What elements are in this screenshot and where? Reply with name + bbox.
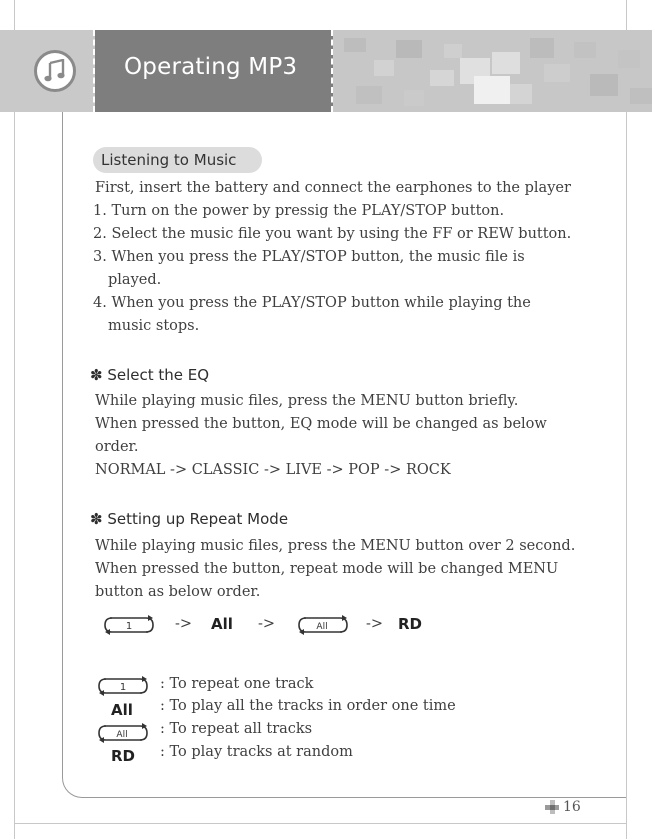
legend-desc-3: : To repeat all tracks xyxy=(160,721,313,737)
step-1: 1. Turn on the power by pressig the PLAY/STOP button. xyxy=(93,203,505,219)
heading-repeat-mode: ✽ Setting up Repeat Mode xyxy=(90,510,289,528)
header-dash-right xyxy=(331,30,333,112)
seq-rd-label: RD xyxy=(398,615,423,633)
page-header xyxy=(0,30,652,112)
page-number-mosaic-icon xyxy=(545,800,559,814)
step-4-cont: music stops. xyxy=(108,318,200,334)
eq-line-3: order. xyxy=(95,439,139,455)
header-dash-left xyxy=(93,30,95,112)
legend-all-label: All xyxy=(111,701,133,719)
legend-repeat-one-icon xyxy=(96,675,150,697)
legend-desc-4: : To play tracks at random xyxy=(160,744,353,760)
intro-text: First, insert the battery and connect the earphones to the player xyxy=(95,180,571,196)
eq-line-2: When pressed the button, EQ mode will be changed as below xyxy=(95,416,547,432)
legend-desc-1: : To repeat one track xyxy=(160,676,314,692)
repeat-one-icon-text: 1 xyxy=(125,621,133,632)
section-pill-listening: Listening to Music xyxy=(93,147,262,173)
page-number: 16 xyxy=(563,799,581,815)
repeat-line-3: button as below order. xyxy=(95,584,261,600)
repeat-one-icon xyxy=(102,614,156,636)
step-3-cont: played. xyxy=(108,272,162,288)
seq-arrow-2: -> xyxy=(258,616,276,632)
legend-rd-label: RD xyxy=(111,747,136,765)
step-3: 3. When you press the PLAY/STOP button, the music file is xyxy=(93,249,525,265)
seq-arrow-3: -> xyxy=(366,616,384,632)
page-title: Operating MP3 xyxy=(124,54,298,80)
page-frame-right xyxy=(626,0,627,839)
legend-repeat-all-icon xyxy=(96,722,150,744)
repeat-all-icon xyxy=(296,614,350,636)
legend-repeat-all-text: All xyxy=(116,730,128,740)
step-2: 2. Select the music file you want by using the FF or REW button. xyxy=(93,226,572,242)
page-frame-bottom xyxy=(14,823,627,824)
header-mosaic-decoration xyxy=(334,30,652,112)
repeat-line-2: When pressed the button, repeat mode will be changed MENU xyxy=(95,561,559,577)
music-note-icon xyxy=(34,50,76,92)
seq-all-label: All xyxy=(211,615,233,633)
eq-sequence: NORMAL -> CLASSIC -> LIVE -> POP -> ROCK xyxy=(95,462,451,478)
legend-desc-2: : To play all the tracks in order one time xyxy=(160,698,456,714)
seq-arrow-1: -> xyxy=(175,616,193,632)
repeat-all-icon-text: All xyxy=(316,622,328,632)
step-4: 4. When you press the PLAY/STOP button while playing the xyxy=(93,295,531,311)
eq-line-1: While playing music files, press the MENU button briefly. xyxy=(95,393,519,409)
legend-repeat-one-text: 1 xyxy=(119,682,127,693)
page-frame-left xyxy=(14,0,15,839)
repeat-line-1: While playing music files, press the MENU button over 2 second. xyxy=(95,538,576,554)
heading-select-eq: ✽ Select the EQ xyxy=(90,366,210,384)
